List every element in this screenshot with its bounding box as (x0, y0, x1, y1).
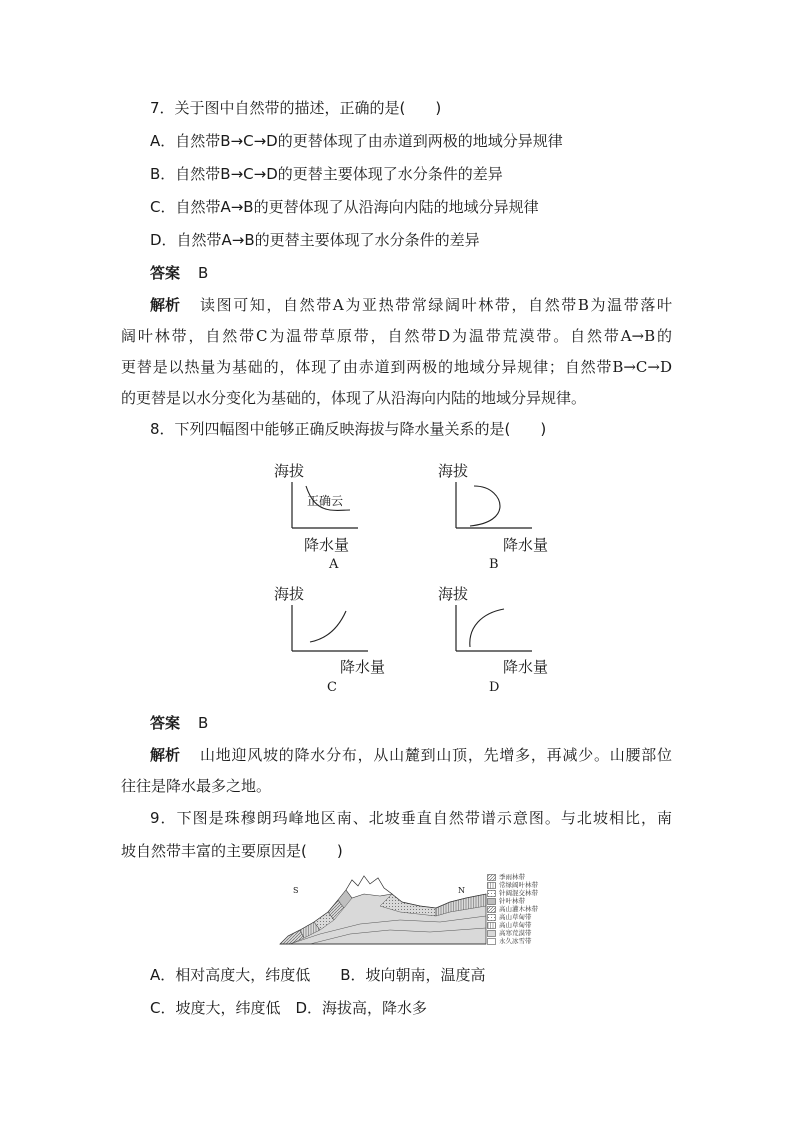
q9-options-line-1: A．相对高度大，纬度低 B．坡向朝南，温度高 (150, 966, 486, 984)
graph-d-x-label: 降水量 (503, 658, 549, 676)
q7-analysis-line-1: 读图可知，自然带A为亚热带常绿阔叶林带，自然带B为温带落叶 (200, 296, 672, 314)
legend-item: 高山灌木林带 (499, 905, 538, 913)
q7-analysis-line-2: 阔叶林带，自然带C为温带草原带，自然带D为温带荒漠带。自然带A→B的 (121, 327, 672, 345)
legend-item: 高山草甸带 (499, 913, 532, 921)
q8-analysis-line-2: 往往是降水最多之地。 (121, 777, 272, 795)
q7-analysis-line-3: 更替是以热量为基础的，体现了由赤道到两极的地域分异规律；自然带B→C→D (121, 358, 672, 376)
q9-stem-line-2: 坡自然带丰富的主要原因是( ) (121, 842, 343, 860)
legend-swatches (487, 874, 497, 946)
legend-item: 高山草甸带 (499, 921, 532, 929)
graph-b-x-label: 降水量 (503, 536, 549, 554)
q8-analysis-label: 解析 (150, 746, 181, 764)
graph-b-curve (470, 486, 500, 526)
q8-analysis-line-1: 山地迎风坡的降水分布，从山麓到山顶，先增多，再减少。山腰部位 (200, 746, 672, 764)
graph-d-letter: D (489, 680, 500, 695)
legend-item: 季雨林带 (499, 873, 525, 881)
q9-stem-line-1: 9．下图是珠穆朗玛峰地区南、北坡垂直自然带谱示意图。与北坡相比，南 (150, 809, 672, 827)
graph-a-y-label: 海拔 (274, 462, 305, 480)
graph-c-letter: C (327, 680, 337, 695)
q7-option-d: D．自然带A→B的更替主要体现了水分条件的差异 (150, 231, 480, 249)
everest-cross-section (280, 872, 486, 946)
south-label: S (293, 886, 299, 895)
q8-answer: B (198, 714, 209, 732)
q7-stem: 7．关于图中自然带的描述，正确的是( ) (150, 99, 442, 117)
q7-answer-label: 答案 (150, 264, 181, 282)
graph-c-y-label: 海拔 (274, 585, 305, 603)
q8-stem: 8．下列四幅图中能够正确反映海拔与降水量关系的是( ) (150, 420, 547, 438)
north-label: N (458, 886, 465, 895)
graph-c-curve (310, 611, 346, 642)
graph-b-letter: B (489, 557, 499, 572)
q7-option-c: C．自然带A→B的更替体现了从沿海向内陆的地域分异规律 (150, 198, 539, 216)
graph-d-curve (470, 609, 504, 647)
q7-option-a: A．自然带B→C→D的更替体现了由赤道到两极的地域分异规律 (150, 132, 563, 150)
graph-c-x-label: 降水量 (340, 658, 386, 676)
q9-options-line-2: C．坡度大，纬度低 D．海拔高，降水多 (150, 999, 428, 1017)
legend-item: 针叶林带 (499, 897, 525, 905)
q7-analysis-line-4: 的更替是以水分变化为基础的，体现了从沿海向内陆的地域分异规律。 (121, 389, 587, 407)
q7-option-b: B．自然带B→C→D的更替主要体现了水分条件的差异 (150, 165, 503, 183)
q8-answer-label: 答案 (150, 714, 181, 732)
graph-a-letter: A (329, 557, 339, 572)
q7-analysis-label: 解析 (150, 296, 181, 314)
graph-b-y-label: 海拔 (438, 462, 469, 480)
legend-item: 针阔混交林带 (499, 889, 538, 897)
graph-a-overlay-text: 正确云 (307, 494, 344, 508)
legend-item: 高寒荒漠带 (499, 929, 532, 937)
graph-a-x-label: 降水量 (304, 536, 350, 554)
legend-item: 永久冰雪带 (499, 937, 532, 945)
graph-c-plot (288, 605, 368, 655)
legend-item: 常绿阔叶林带 (499, 881, 538, 889)
graph-d-y-label: 海拔 (438, 585, 469, 603)
graph-d-plot (452, 605, 532, 655)
q7-answer: B (198, 264, 209, 282)
graph-b-plot (452, 482, 532, 532)
